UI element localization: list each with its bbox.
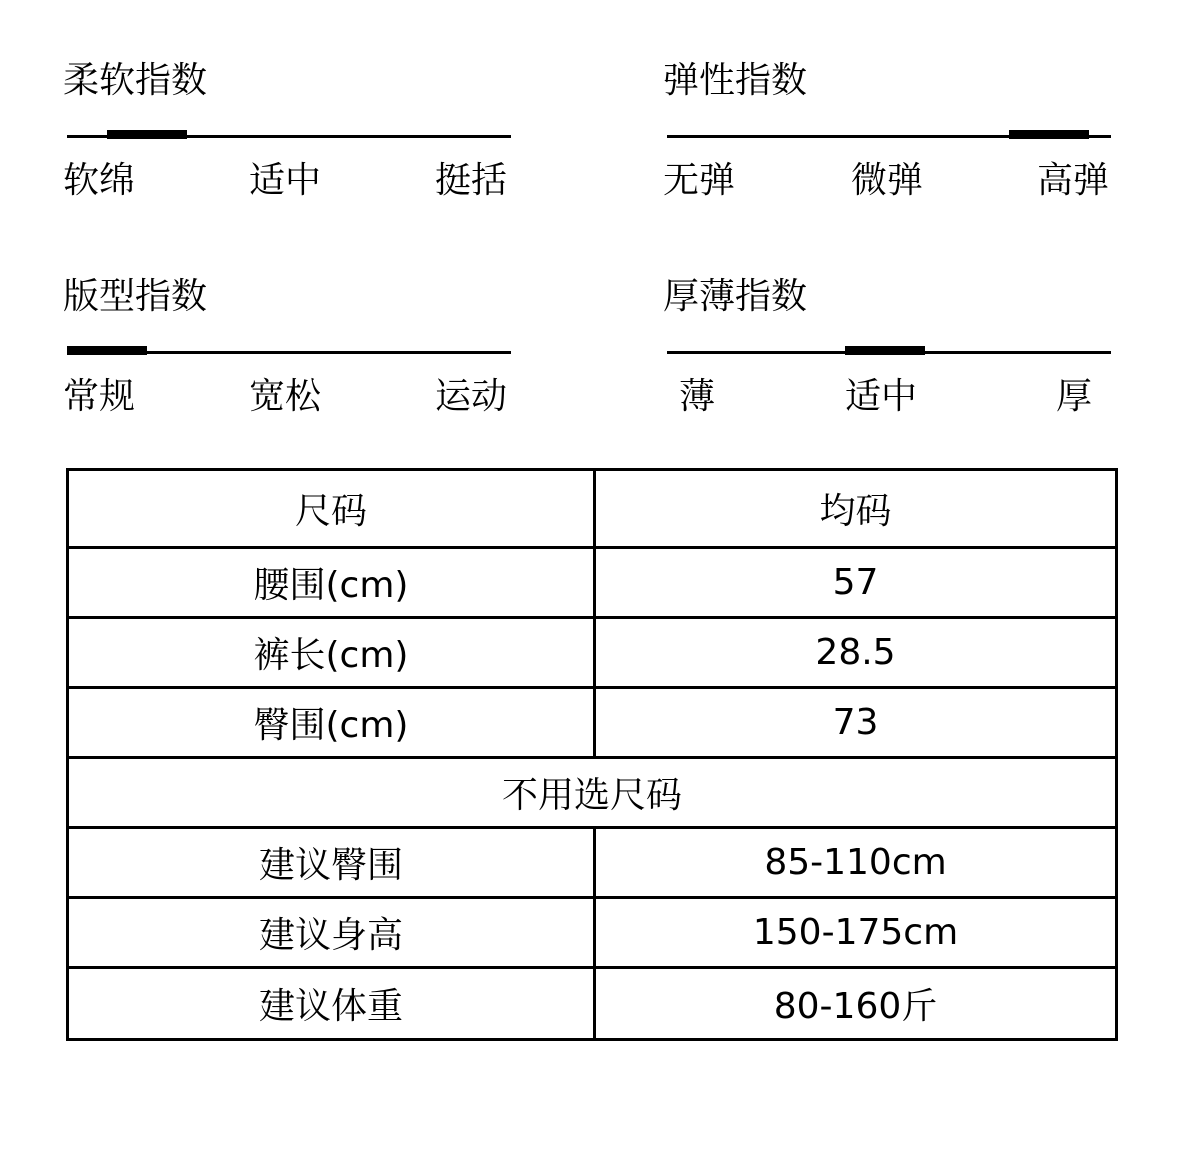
softness-level-marker: [107, 130, 187, 139]
recommended-height-value-cell: 150-175cm: [595, 898, 1117, 968]
waist-value-cell: 57: [595, 548, 1117, 618]
fit-label-low: 常规: [63, 376, 136, 417]
fit-label-high: 运动: [435, 376, 508, 417]
hip-label-cell: 臀围(cm): [68, 688, 595, 758]
hip-value-cell: 73: [595, 688, 1117, 758]
recommended-hip-label-cell: 建议臀围: [68, 828, 595, 898]
table-header-row: [68, 470, 1117, 548]
elasticity-scale-track: [667, 135, 1111, 138]
length-label-cell: 裤长(cm): [68, 618, 595, 688]
softness-index-title: 柔软指数: [63, 60, 208, 101]
fit-scale-track: [67, 351, 511, 354]
thickness-label-high: 厚: [1056, 376, 1093, 417]
table-row: [68, 688, 1117, 758]
recommended-height-label-cell: 建议身高: [68, 898, 595, 968]
table-row: [68, 898, 1117, 968]
size-table: [66, 468, 1118, 1041]
fit-index-title: 版型指数: [63, 276, 208, 317]
length-value-cell: 28.5: [595, 618, 1117, 688]
thickness-scale-track: [667, 351, 1111, 354]
note-row: [68, 758, 1117, 828]
thickness-index-title: 厚薄指数: [663, 276, 808, 317]
thickness-level-marker: [845, 346, 925, 355]
elasticity-label-high: 高弹: [1037, 160, 1110, 201]
thickness-label-low: 薄: [679, 376, 716, 417]
elasticity-level-marker: [1009, 130, 1089, 139]
elasticity-label-low: 无弹: [663, 160, 736, 201]
softness-label-low: 软绵: [63, 160, 136, 201]
header-onesize-cell: 均码: [595, 470, 1117, 548]
softness-scale-track: [67, 135, 511, 138]
elasticity-index-title: 弹性指数: [663, 60, 808, 101]
recommended-hip-value-cell: 85-110cm: [595, 828, 1117, 898]
fit-label-mid: 宽松: [249, 376, 322, 417]
thickness-label-mid: 适中: [845, 376, 918, 417]
waist-label-cell: 腰围(cm): [68, 548, 595, 618]
table-row: [68, 968, 1117, 1040]
table-row: [68, 828, 1117, 898]
no-size-needed-note: 不用选尺码: [68, 758, 1117, 828]
recommended-weight-label-cell: 建议体重: [68, 968, 595, 1040]
table-row: [68, 618, 1117, 688]
recommended-weight-value-cell: 80-160斤: [595, 968, 1117, 1040]
table-row: [68, 548, 1117, 618]
softness-label-high: 挺括: [435, 160, 508, 201]
softness-label-mid: 适中: [249, 160, 322, 201]
elasticity-label-mid: 微弹: [851, 160, 924, 201]
fit-level-marker: [67, 346, 147, 355]
header-size-cell: 尺码: [68, 470, 595, 548]
